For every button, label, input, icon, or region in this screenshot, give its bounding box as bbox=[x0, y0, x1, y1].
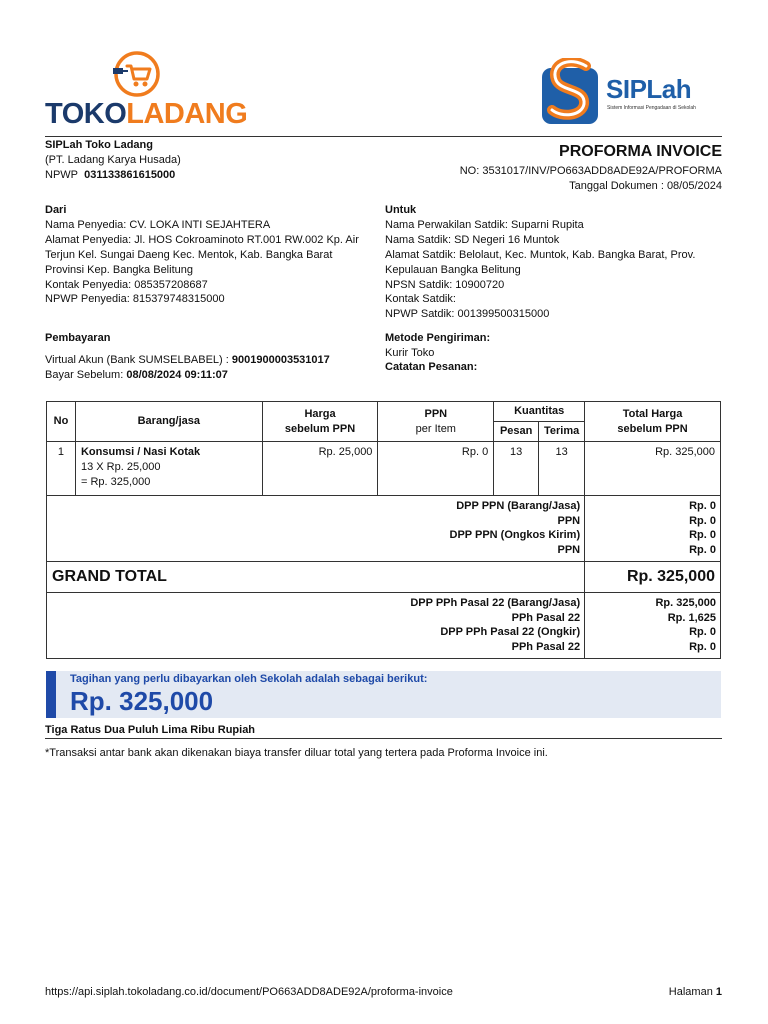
to-line: Nama Satdik: SD Negeri 16 Muntok bbox=[385, 234, 560, 246]
pph-summary-labels: DPP PPh Pasal 22 (Barang/Jasa) PPh Pasal 22 DPP PPh Pasal 22 (Ongkir) PPh Pasal 22 bbox=[47, 593, 585, 659]
invoice-title: PROFORMA INVOICE bbox=[559, 143, 722, 160]
invoice-date: Tanggal Dokumen : 08/05/2024 bbox=[569, 180, 722, 192]
ppn-summary-labels: DPP PPN (Barang/Jasa) PPN DPP PPN (Ongkos Kirim) PPN bbox=[47, 496, 585, 562]
row-no: 1 bbox=[47, 442, 76, 496]
row-ppn: Rp. 0 bbox=[378, 442, 494, 496]
header-total: Total Harga sebelum PPN bbox=[585, 402, 721, 442]
header-qty: Kuantitas bbox=[494, 402, 585, 422]
header-item: Barang/jasa bbox=[75, 402, 262, 442]
grand-total-value: Rp. 325,000 bbox=[585, 562, 721, 593]
pph-summary-values: Rp. 325,000 Rp. 1,625 Rp. 0 Rp. 0 bbox=[585, 593, 721, 659]
transfer-disclaimer: *Transaksi antar bank akan dikenakan biaya transfer diluar total yang tertera pada Proforma Invoice ini. bbox=[45, 747, 548, 759]
shipping-heading: Metode Pengiriman: bbox=[385, 332, 491, 344]
page-number: Halaman 1 bbox=[668, 986, 722, 998]
amount-in-words: Tiga Ratus Dua Puluh Lima Ribu Rupiah bbox=[45, 724, 256, 736]
row-item bbox=[75, 442, 262, 496]
invoice-number: NO: 3531017/INV/PO663ADD8ADE92A/PROFORMA bbox=[459, 165, 722, 177]
to-line: Alamat Satdik: Belolaut, Kec. Muntok, Kab. Bangka Barat, Prov. bbox=[385, 249, 696, 261]
item-name: Konsumsi / Nasi Kotak bbox=[80, 446, 201, 458]
seller-npwp: NPWP 031133861615000 bbox=[45, 169, 176, 181]
tokoladang-wordmark: TOKOLADANG bbox=[45, 98, 248, 130]
payment-heading: Pembayaran bbox=[45, 332, 111, 344]
header-qty-receive: Terima bbox=[539, 422, 585, 442]
siplah-wordmark: SIPLah bbox=[606, 74, 692, 104]
order-notes-heading: Catatan Pesanan: bbox=[385, 361, 478, 373]
to-line: Kepulauan Bangka Belitung bbox=[385, 264, 521, 276]
header-price: Harga sebelum PPN bbox=[262, 402, 378, 442]
header-no: No bbox=[47, 402, 76, 442]
siplah-logo bbox=[540, 58, 730, 128]
from-heading: Dari bbox=[45, 204, 67, 216]
item-calc: 13 X Rp. 25,000 bbox=[80, 461, 161, 473]
seller-company: (PT. Ladang Karya Husada) bbox=[45, 154, 181, 166]
item-calc-result: = Rp. 325,000 bbox=[80, 476, 151, 488]
row-total: Rp. 325,000 bbox=[585, 442, 721, 496]
siplah-tagline: Sistem Informasi Pengadaan di Sekolah bbox=[607, 105, 696, 111]
virtual-account: Virtual Akun (Bank SUMSELBABEL) : 9001900003531017 bbox=[45, 354, 330, 366]
footer-url[interactable]: https://api.siplah.tokoladang.co.id/document/PO663ADD8ADE92A/proforma-invoice bbox=[45, 986, 453, 998]
shipping-method: Kurir Toko bbox=[385, 347, 435, 359]
billing-amount: Rp. 325,000 bbox=[70, 686, 214, 716]
billing-box bbox=[46, 671, 721, 718]
to-line: NPWP Satdik: 001399500315000 bbox=[385, 308, 550, 320]
to-line: Kontak Satdik: bbox=[385, 293, 456, 305]
tokoladang-logo bbox=[45, 50, 248, 130]
from-line: Alamat Penyedia: Jl. HOS Cokroaminoto RT.001 RW.002 Kp. Air bbox=[45, 234, 359, 246]
from-line: Provinsi Kep. Bangka Belitung bbox=[45, 264, 193, 276]
seller-name: SIPLah Toko Ladang bbox=[45, 139, 153, 151]
from-line: NPWP Penyedia: 815379748315000 bbox=[45, 293, 225, 305]
from-line: Nama Penyedia: CV. LOKA INTI SEJAHTERA bbox=[45, 219, 271, 231]
row-price: Rp. 25,000 bbox=[262, 442, 378, 496]
to-heading: Untuk bbox=[385, 204, 417, 216]
grand-total-label: GRAND TOTAL bbox=[47, 562, 585, 593]
to-line: Nama Perwakilan Satdik: Suparni Rupita bbox=[385, 219, 584, 231]
table-row bbox=[47, 442, 721, 496]
grand-total-row bbox=[47, 562, 721, 593]
payment-due: Bayar Sebelum: 08/08/2024 09:11:07 bbox=[45, 369, 228, 381]
from-line: Terjun Kel. Sungai Daeng Kec. Mentok, Kab. Bangka Barat bbox=[45, 249, 333, 261]
billing-divider bbox=[45, 738, 722, 739]
invoice-table bbox=[46, 401, 721, 659]
header-ppn: PPN per Item bbox=[378, 402, 494, 442]
row-qty-receive: 13 bbox=[539, 442, 585, 496]
billing-note: Tagihan yang perlu dibayarkan oleh Sekolah adalah sebagai berikut: bbox=[70, 673, 428, 685]
row-qty-order: 13 bbox=[494, 442, 539, 496]
from-line: Kontak Penyedia: 085357208687 bbox=[45, 279, 208, 291]
header-divider bbox=[45, 136, 722, 137]
ppn-summary-values: Rp. 0 Rp. 0 Rp. 0 Rp. 0 bbox=[585, 496, 721, 562]
to-line: NPSN Satdik: 10900720 bbox=[385, 279, 505, 291]
pph-summary bbox=[47, 593, 721, 659]
ppn-summary bbox=[47, 496, 721, 562]
shopping-cart-icon bbox=[105, 50, 165, 98]
siplah-emblem-icon bbox=[540, 58, 602, 124]
billing-accent-bar bbox=[46, 671, 56, 718]
header-qty-order: Pesan bbox=[494, 422, 539, 442]
